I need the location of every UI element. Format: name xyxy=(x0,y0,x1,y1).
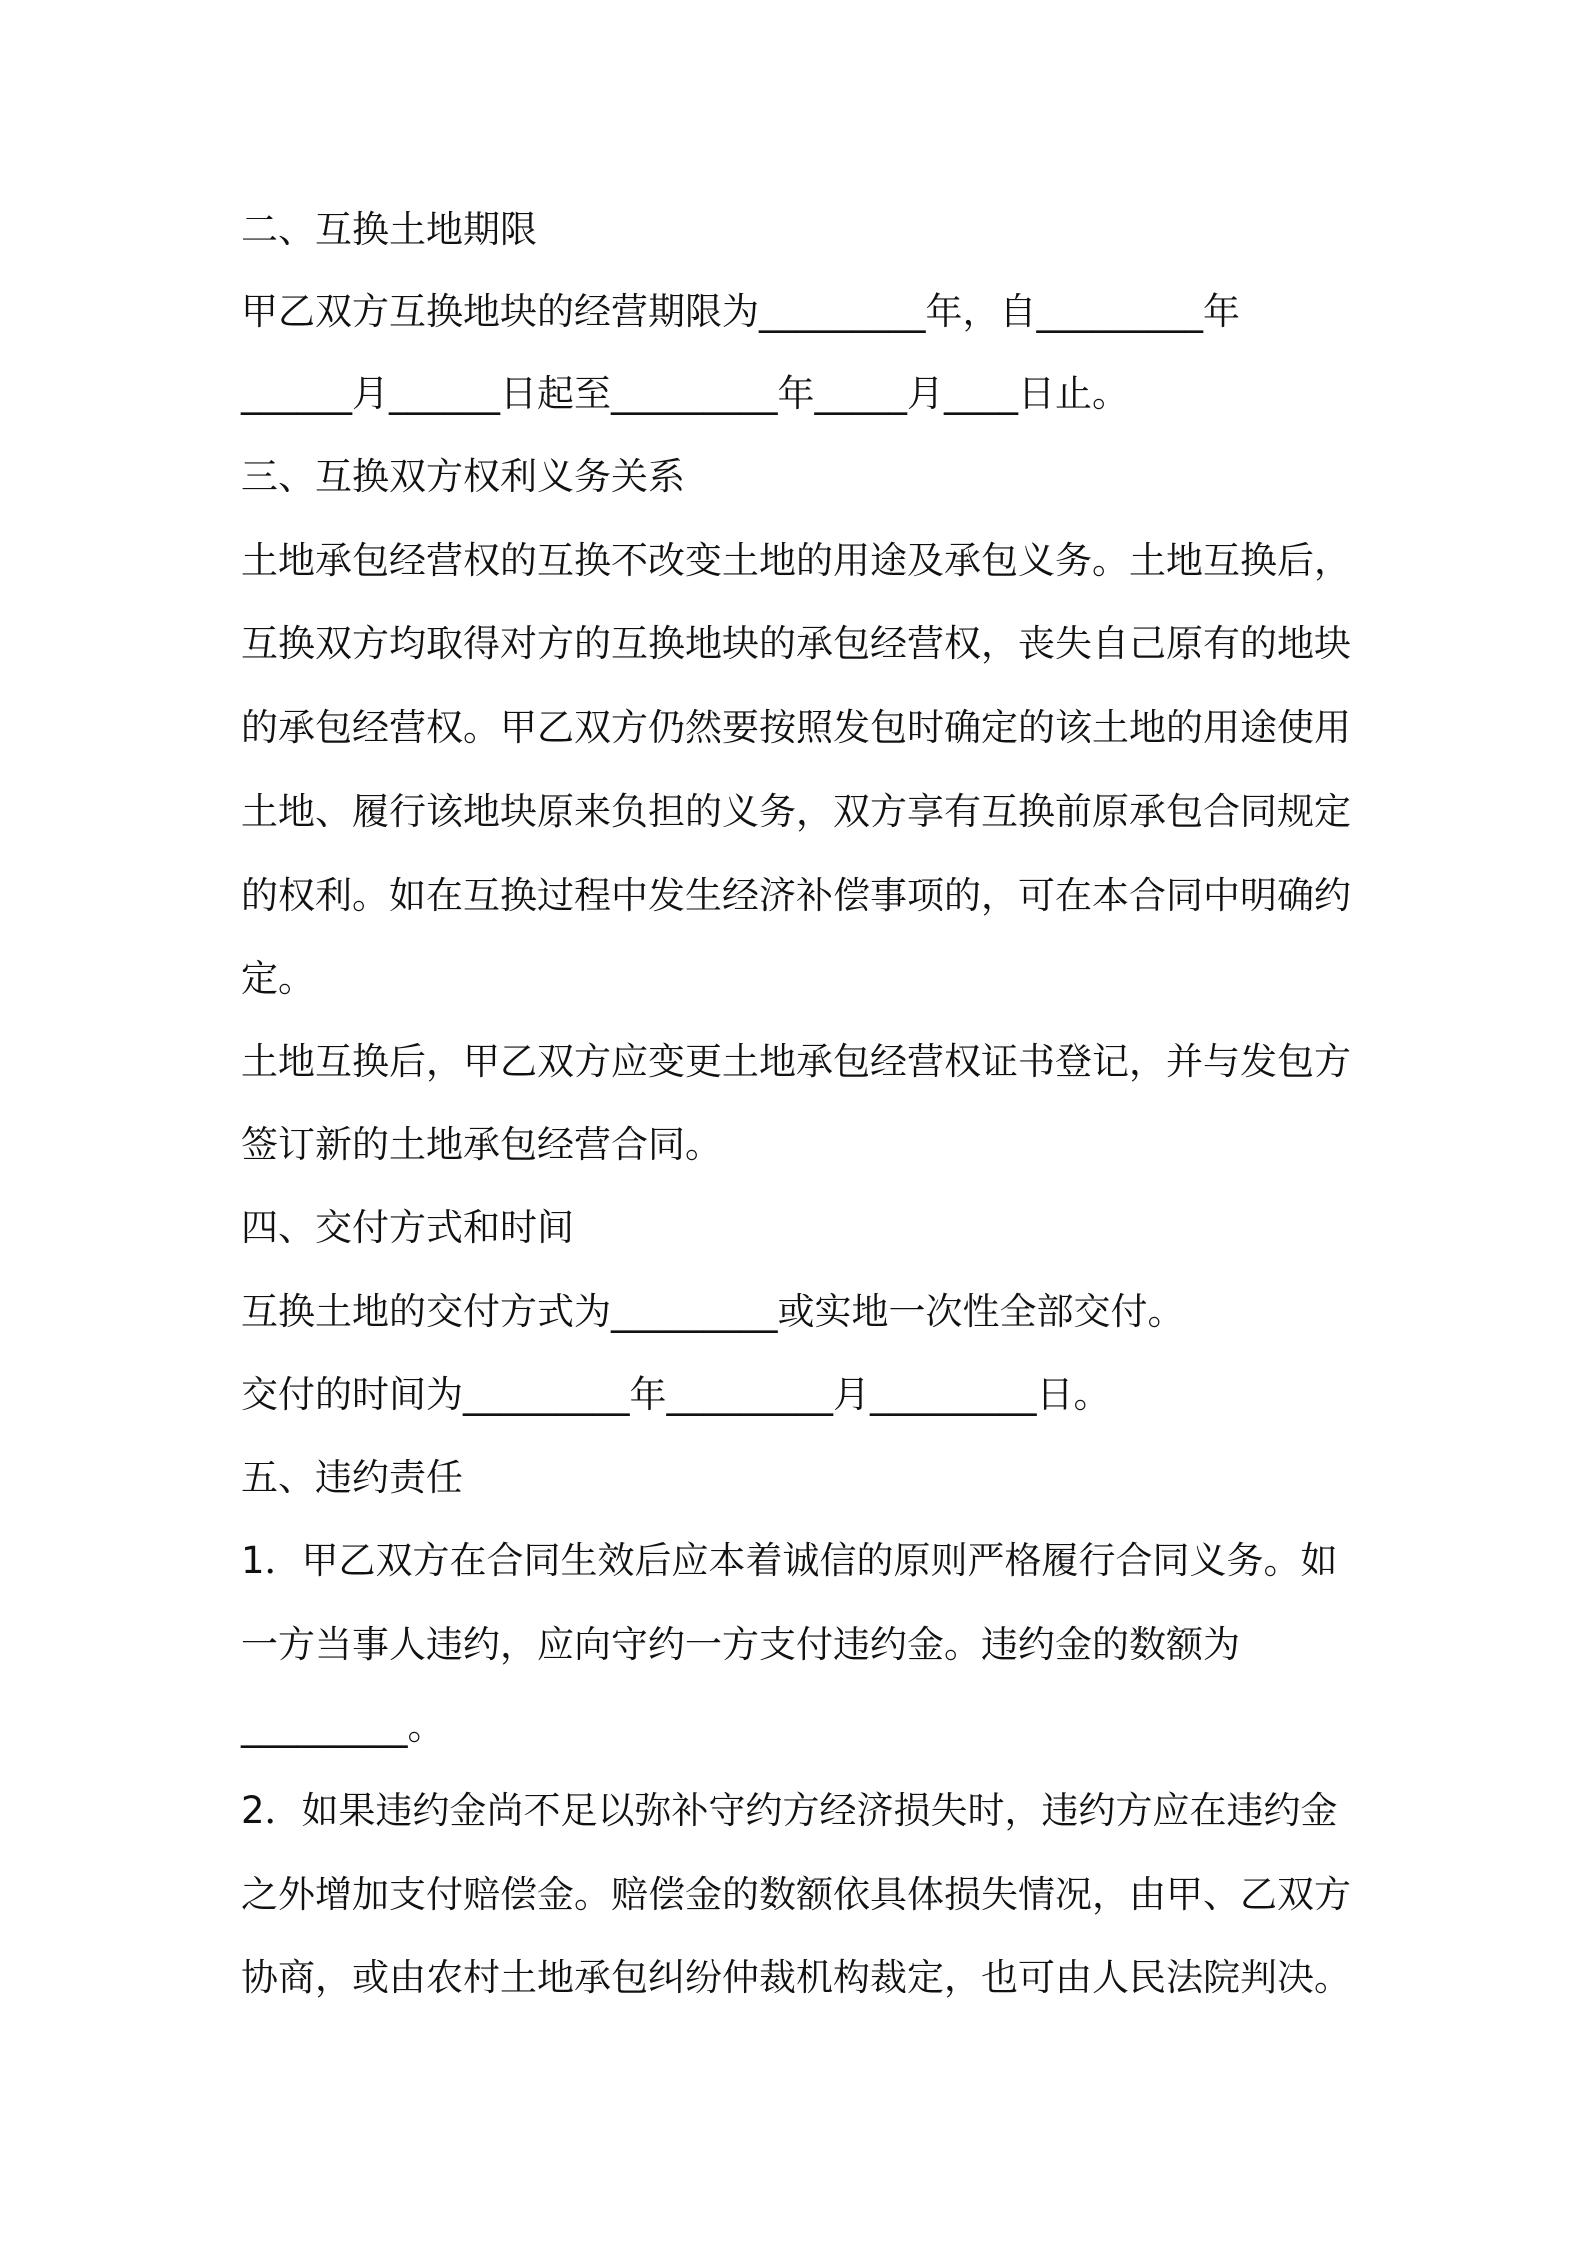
heading-delivery: 四、交付方式和时间 xyxy=(241,1206,574,1249)
paragraph-line: 交付的时间为_________年_________月_________日。 xyxy=(241,1373,1111,1416)
paragraph-line: 之外增加支付赔偿金。赔偿金的数额依具体损失情况，由甲、乙双方 xyxy=(241,1873,1351,1916)
paragraph-line: 协商，或由农村土地承包纠纷仲裁机构裁定，也可由人民法院判决。 xyxy=(241,1956,1351,1999)
paragraph-line: 土地承包经营权的互换不改变土地的用途及承包义务。土地互换后， xyxy=(241,539,1351,582)
paragraph-line: 2．如果违约金尚不足以弥补守约方经济损失时，违约方应在违约金 xyxy=(241,1789,1338,1832)
paragraph-line: 甲乙双方互换地块的经营期限为_________年，自_________年 xyxy=(241,290,1240,333)
paragraph-line: _________。 xyxy=(241,1705,445,1748)
paragraph-line: 土地互换后，甲乙双方应变更土地承包经营权证书登记，并与发包方 xyxy=(241,1040,1351,1083)
heading-rights-obligations: 三、互换双方权利义务关系 xyxy=(241,455,685,498)
paragraph-line: 互换双方均取得对方的互换地块的承包经营权，丧失自己原有的地块 xyxy=(241,622,1351,665)
heading-exchange-term: 二、互换土地期限 xyxy=(241,208,537,251)
paragraph-line: 签订新的土地承包经营合同。 xyxy=(241,1123,722,1166)
paragraph-line: 1．甲乙双方在合同生效后应本着诚信的原则严格履行合同义务。如 xyxy=(241,1539,1338,1582)
paragraph-line: 一方当事人违约，应向守约一方支付违约金。违约金的数额为 xyxy=(241,1623,1240,1666)
heading-breach-liability: 五、违约责任 xyxy=(241,1456,463,1499)
paragraph-line: ______月______日起至_________年_____月____日止。 xyxy=(241,372,1129,415)
paragraph-line: 定。 xyxy=(241,957,315,1000)
paragraph-line: 互换土地的交付方式为_________或实地一次性全部交付。 xyxy=(241,1290,1185,1333)
paragraph-line: 的承包经营权。甲乙双方仍然要按照发包时确定的该土地的用途使用 xyxy=(241,706,1351,749)
paragraph-line: 土地、履行该地块原来负担的义务，双方享有互换前原承包合同规定 xyxy=(241,790,1351,833)
paragraph-line: 的权利。如在互换过程中发生经济补偿事项的，可在本合同中明确约 xyxy=(241,874,1351,917)
